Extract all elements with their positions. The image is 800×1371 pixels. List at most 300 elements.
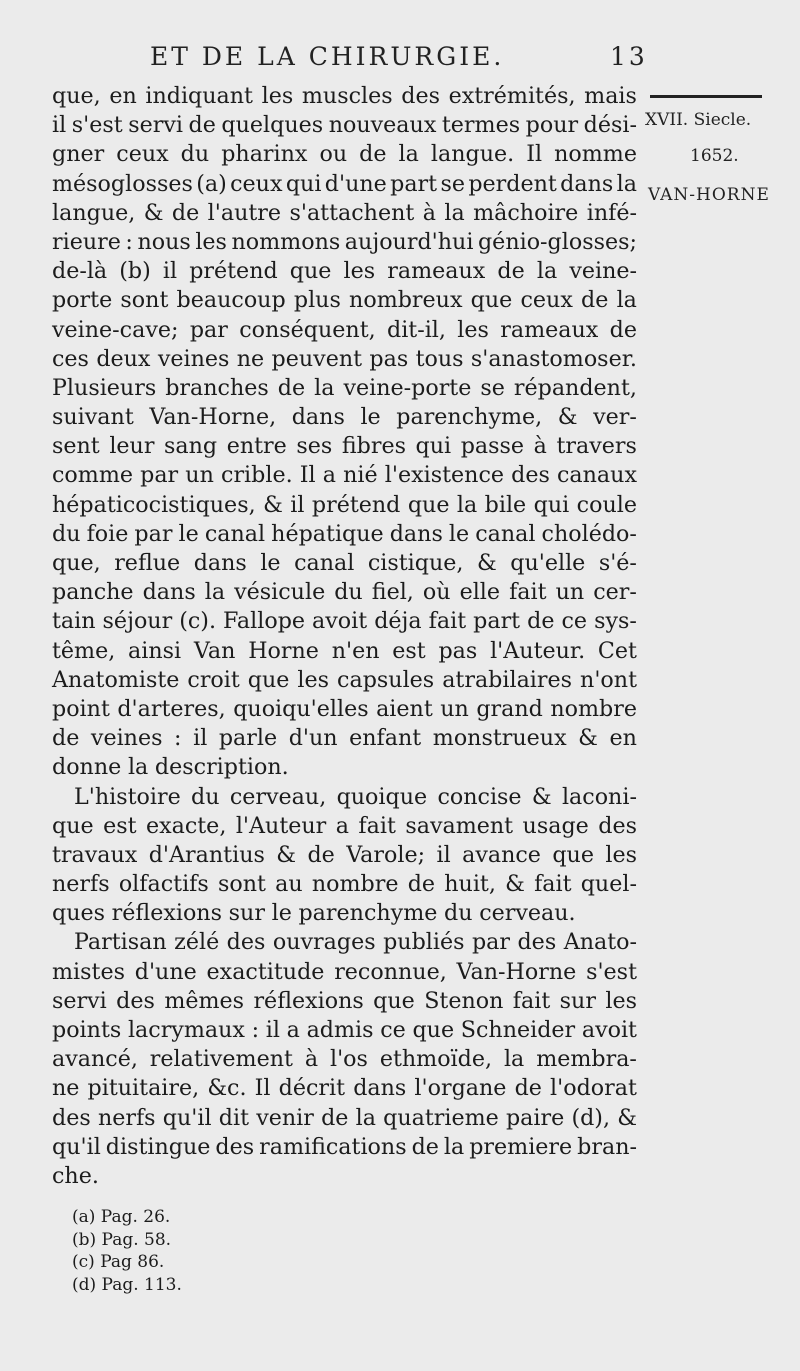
text-word: que — [373, 987, 415, 1014]
text-word: dit — [218, 1104, 249, 1131]
text-word: admis — [306, 1017, 374, 1043]
text-word: sang — [164, 433, 218, 460]
text-word: fibres — [341, 433, 406, 460]
text-word: part — [390, 170, 438, 197]
text-word: en — [609, 725, 637, 752]
text-word: indiquant — [145, 83, 253, 109]
text-word: quatrieme — [383, 1104, 499, 1131]
text-line — [52, 345, 637, 374]
text-word: sur — [559, 987, 596, 1014]
text-word: le — [271, 900, 292, 927]
text-word: zélé — [174, 929, 220, 956]
text-word: du — [191, 783, 220, 810]
text-word: dans — [353, 1075, 407, 1102]
text-word: (c). — [179, 608, 217, 635]
text-word: de — [321, 1104, 349, 1131]
text-word: travaux — [52, 841, 138, 868]
text-word: dési- — [583, 112, 637, 139]
text-word: l'organe — [414, 1075, 507, 1102]
text-word: membra- — [536, 1046, 637, 1073]
text-word: ces — [52, 345, 89, 372]
text-word: distingue — [105, 1133, 211, 1160]
text-word: parle — [218, 725, 278, 752]
text-word: & — [143, 199, 164, 226]
text-word: Anato- — [563, 929, 637, 956]
text-word: ceux — [230, 170, 283, 197]
text-word: publiés — [383, 929, 465, 956]
text-word: ver- — [593, 404, 637, 431]
text-line — [52, 666, 637, 695]
text-word: hépatique — [271, 520, 384, 547]
text-word: ou — [319, 141, 348, 168]
text-word: panche — [52, 579, 134, 606]
text-word: l'Auteur. — [490, 637, 586, 664]
text-word: atrabilaires — [442, 666, 573, 693]
text-word: L'histoire — [74, 783, 181, 810]
text-word: l'os — [329, 1046, 368, 1073]
text-word: aujourd'hui — [344, 228, 474, 255]
text-word: grand — [476, 695, 543, 722]
text-line — [52, 520, 637, 549]
text-word: nombre — [311, 871, 399, 898]
text-word: au — [275, 871, 303, 898]
text-word: la — [443, 1133, 465, 1160]
text-word: Plusieurs — [52, 374, 157, 401]
text-word: à — [422, 199, 436, 226]
text-word: beaucoup — [176, 287, 286, 314]
text-word: & — [505, 871, 525, 898]
text-word: où — [422, 579, 451, 606]
text-word: la — [444, 199, 465, 226]
text-word: ce — [380, 1017, 406, 1043]
text-word: hépaticocistiques, — [52, 491, 256, 518]
text-word: fait — [512, 987, 551, 1014]
text-word: d'une — [134, 958, 197, 985]
text-word: description. — [154, 754, 289, 781]
text-word: foie — [86, 520, 129, 547]
text-word: dans — [389, 520, 443, 547]
text-word: avance — [462, 841, 541, 868]
text-word: s'est — [586, 958, 637, 985]
text-line — [52, 724, 637, 753]
text-word: décrit — [278, 1075, 346, 1102]
text-word: point — [52, 695, 110, 722]
text-word: & — [557, 404, 578, 431]
text-word: : — [174, 725, 182, 752]
text-word: est — [392, 637, 426, 664]
footnotes — [72, 1206, 182, 1296]
text-word: nomme — [554, 141, 637, 168]
text-word: veine- — [569, 258, 637, 285]
text-line — [52, 491, 637, 520]
text-line — [52, 928, 637, 957]
text-word: Horne — [248, 637, 319, 664]
text-word: dans — [142, 579, 196, 606]
text-line — [52, 82, 637, 111]
text-word: avancé, — [52, 1046, 138, 1073]
text-word: sur — [228, 900, 265, 927]
text-word: paire — [505, 1104, 565, 1131]
text-word: du — [444, 900, 473, 927]
text-word: de — [359, 141, 387, 168]
text-word: Partisan — [74, 929, 167, 956]
text-word: tême, — [52, 637, 116, 664]
text-word: extrémités, — [448, 83, 576, 109]
text-word: que, — [52, 83, 101, 109]
text-word: olfactifs — [118, 871, 209, 898]
text-word: mais — [584, 83, 637, 109]
text-word: nous — [137, 228, 191, 255]
text-word: huit, — [444, 871, 496, 898]
text-line — [52, 841, 637, 870]
text-word: Il — [299, 462, 316, 489]
text-word: que, — [52, 550, 101, 576]
text-word: infé- — [586, 199, 637, 226]
text-word: un — [440, 695, 469, 722]
text-word: les — [343, 258, 376, 285]
text-word: Cet — [597, 637, 637, 664]
text-word: de — [497, 258, 525, 285]
text-word: canaux — [556, 462, 637, 489]
text-word: Varole; — [346, 841, 426, 868]
text-word: de — [277, 374, 306, 401]
text-word: en — [109, 83, 137, 109]
text-word: pituitaire, — [87, 1075, 200, 1102]
text-word: de — [581, 287, 609, 314]
text-word: les — [195, 228, 227, 255]
text-word: qui — [415, 433, 452, 460]
text-word: rieure — [52, 228, 121, 255]
text-word: reconnue, — [334, 958, 447, 985]
text-word: le — [178, 520, 199, 547]
text-word: que — [247, 666, 290, 693]
text-word: relativement — [149, 1046, 293, 1073]
text-word: dans — [291, 404, 345, 431]
footnote: (b) Pag. 58. — [72, 1229, 172, 1250]
text-word: avoit — [581, 1017, 637, 1043]
text-word: fait — [509, 579, 547, 606]
text-word: Van-Horne, — [149, 404, 277, 431]
text-word: quoiqu'elles — [233, 695, 369, 722]
text-line — [52, 316, 637, 345]
text-word: canal — [475, 520, 536, 547]
text-word: des — [511, 462, 550, 489]
margin-century: XVII. Siecle. — [645, 110, 752, 130]
text-word: ne — [52, 1075, 80, 1102]
text-word: rameaux — [387, 258, 486, 285]
text-word: à — [304, 1046, 319, 1073]
text-word: croit — [187, 666, 240, 693]
text-word: les — [605, 841, 637, 868]
text-line — [52, 578, 637, 607]
text-word: à — [533, 433, 547, 460]
text-word: & — [578, 725, 598, 752]
text-word: tain — [52, 608, 96, 635]
text-word: points — [52, 1017, 122, 1043]
text-line — [52, 140, 637, 169]
footnote: (d) Pag. 113. — [72, 1274, 182, 1295]
text-word: deux — [96, 345, 151, 372]
text-word: les — [457, 316, 489, 343]
text-word: réflexions — [253, 987, 364, 1014]
text-word: cerveau. — [479, 900, 576, 927]
text-word: pas — [438, 637, 478, 664]
text-word: nommons — [231, 228, 341, 255]
text-word: che. — [52, 1162, 99, 1189]
text-word: plus — [293, 287, 341, 314]
text-word: que — [407, 491, 450, 518]
text-word: la — [204, 579, 226, 606]
text-word: premiere — [469, 1133, 573, 1160]
text-word: savament — [405, 812, 514, 839]
text-word: du — [334, 579, 363, 606]
text-word: termes — [441, 112, 521, 139]
text-word: veine-cave; — [52, 316, 179, 343]
text-word: porte — [52, 287, 113, 314]
text-word: des — [401, 83, 440, 109]
text-line — [52, 403, 637, 432]
text-word: : — [251, 1017, 260, 1043]
text-word: bile — [484, 491, 527, 518]
text-word: fiel, — [371, 579, 414, 606]
text-word: d'une — [324, 170, 387, 197]
footnote: (c) Pag 86. — [72, 1252, 165, 1272]
text-word: comme — [52, 462, 133, 489]
text-word: nombre — [550, 695, 637, 722]
text-line — [52, 899, 637, 928]
text-word: qu'il — [52, 1133, 101, 1160]
text-word: Il — [526, 141, 543, 168]
text-word: avoit — [312, 608, 368, 635]
text-word: de — [527, 608, 555, 635]
text-word: suivant — [52, 404, 134, 431]
text-word: la — [355, 1104, 376, 1131]
text-word: séjour — [102, 608, 173, 635]
text-word: (b) — [119, 258, 151, 285]
text-word: mêmes — [164, 987, 245, 1014]
text-word: un — [185, 462, 214, 489]
margin-name: VAN-HORNE — [648, 185, 770, 205]
text-word: (a) — [196, 170, 227, 197]
text-word: Schneider — [460, 1017, 576, 1043]
text-word: mâchoire — [473, 199, 579, 226]
text-word: la — [398, 141, 419, 168]
text-word: des — [215, 1133, 255, 1160]
text-word: de — [514, 1075, 542, 1102]
text-word: dans — [560, 170, 614, 197]
text-word: vésicule — [234, 579, 326, 606]
text-word: de — [307, 841, 335, 868]
text-word: par — [189, 316, 228, 343]
text-word: sont — [120, 287, 169, 314]
text-word: par — [140, 462, 179, 489]
text-word: nié — [343, 462, 378, 489]
text-word: il — [265, 1017, 280, 1043]
text-line — [52, 870, 637, 899]
margin-year: 1652. — [690, 146, 739, 166]
text-line — [52, 111, 637, 140]
text-word: l'Auteur — [235, 812, 327, 839]
text-word: les — [261, 83, 294, 109]
text-word: la — [456, 491, 478, 518]
text-word: des — [517, 929, 557, 956]
text-word: cerveau, — [229, 783, 327, 810]
text-word: rameaux — [500, 316, 599, 343]
text-word: ne — [236, 345, 265, 372]
text-word: Van-Horne — [456, 958, 577, 985]
text-word: quoique — [336, 783, 428, 810]
running-title: ET DE LA CHIRURGIE. — [150, 42, 505, 71]
text-line — [52, 461, 637, 490]
text-line — [52, 170, 637, 199]
text-word: passe — [460, 433, 525, 460]
text-word: s'attachent — [289, 199, 415, 226]
text-word: Van — [193, 637, 236, 664]
text-word: déja — [374, 608, 422, 635]
text-word: la — [503, 1046, 525, 1073]
text-word: ses — [296, 433, 333, 460]
text-word: ce — [561, 608, 588, 635]
text-word: veine-porte — [343, 374, 472, 401]
text-word: que — [470, 287, 513, 314]
text-word: Il — [254, 1075, 271, 1102]
text-word: servi — [128, 112, 183, 139]
text-word: venir — [256, 1104, 314, 1131]
text-word: conséquent, — [239, 316, 376, 343]
text-word: l'autre — [207, 199, 282, 226]
text-word: pas — [369, 345, 409, 372]
text-word: aient — [376, 695, 433, 722]
text-line — [52, 987, 637, 1016]
text-word: il — [193, 725, 208, 752]
text-word: langue, — [52, 199, 136, 226]
text-word: branches — [165, 374, 269, 401]
text-word: il — [52, 112, 67, 139]
text-word: réflexions — [111, 900, 222, 927]
text-word: des — [226, 929, 266, 956]
text-word: l'odorat — [550, 1075, 637, 1102]
text-word: parenchyme, — [396, 404, 543, 431]
text-word: se — [440, 170, 465, 197]
text-word: prétend — [189, 258, 278, 285]
text-word: d'Arantius — [148, 841, 265, 868]
text-word: exacte, — [145, 812, 227, 839]
text-word: le — [448, 520, 470, 547]
text-word: de — [609, 316, 637, 343]
text-line — [52, 607, 637, 636]
text-word: qui — [285, 170, 322, 197]
text-word: n'en — [331, 637, 380, 664]
text-word: ainsi — [128, 637, 182, 664]
text-word: leur — [109, 433, 155, 460]
text-word: a — [322, 462, 336, 489]
text-word: & — [263, 491, 283, 518]
text-word: ethmoïde, — [379, 1046, 493, 1073]
text-word: que — [289, 258, 332, 285]
text-word: du — [52, 520, 81, 547]
text-word: la — [616, 170, 637, 197]
text-line — [52, 1016, 637, 1045]
text-word: ceux — [520, 287, 573, 314]
text-word: reflue — [114, 550, 181, 576]
text-word: du — [180, 141, 210, 168]
text-word: concise — [437, 783, 522, 810]
text-word: qu'elle — [510, 550, 586, 576]
text-word: d'arteres, — [117, 695, 226, 722]
text-word: nouveaux — [328, 112, 437, 139]
text-word: capsules — [337, 666, 435, 693]
text-word: des — [116, 987, 155, 1014]
text-word: quel- — [580, 871, 637, 898]
text-line — [52, 1104, 637, 1133]
text-word: a — [286, 1017, 300, 1043]
running-header — [150, 42, 650, 71]
text-word: que — [52, 812, 94, 839]
text-word: donne — [52, 754, 122, 781]
text-word: mistes — [52, 958, 125, 985]
text-line — [52, 432, 637, 461]
text-word: s'anastomoser. — [470, 345, 637, 372]
text-word: n'ont — [580, 666, 637, 693]
text-line — [52, 812, 637, 841]
text-word: veines — [90, 725, 163, 752]
text-word: canal — [294, 550, 355, 576]
text-word: un — [555, 579, 585, 606]
text-word: le — [360, 404, 381, 431]
text-line — [52, 695, 637, 724]
text-word: la — [536, 258, 558, 285]
text-word: perdent — [468, 170, 557, 197]
text-word: prétend — [311, 491, 401, 518]
text-word: que — [552, 841, 594, 868]
text-word: & — [276, 841, 297, 868]
text-word: nombreux — [349, 287, 463, 314]
page-number: 13 — [610, 42, 648, 71]
text-word: ques — [52, 900, 106, 927]
text-word: que — [412, 1017, 455, 1043]
text-word: fait — [428, 608, 467, 635]
text-word: lacrymaux — [127, 1017, 245, 1043]
text-word: & — [617, 1104, 637, 1131]
text-word: la — [616, 287, 637, 314]
text-word: sys- — [594, 608, 637, 635]
text-word: l'existence — [384, 462, 504, 489]
text-word: &c. — [207, 1075, 247, 1102]
text-word: il — [162, 258, 178, 285]
text-word: nerfs — [52, 871, 110, 898]
text-word: répandent, — [513, 374, 637, 401]
text-line — [52, 958, 637, 987]
text-word: génio-glosses; — [477, 228, 637, 255]
text-word: usage — [522, 812, 589, 839]
text-word: cholédo- — [541, 520, 637, 547]
text-word: sent — [52, 433, 100, 460]
text-word: par — [134, 520, 173, 547]
text-line — [52, 753, 637, 782]
text-line — [52, 1133, 637, 1162]
text-word: s'est — [71, 112, 123, 139]
text-word: la — [314, 374, 335, 401]
text-word: de — [171, 199, 200, 226]
text-word: ceux — [116, 141, 169, 168]
margin-rule — [650, 95, 762, 98]
text-word: tous — [415, 345, 464, 372]
text-word: dans — [193, 550, 247, 576]
text-word: Stenon — [424, 987, 504, 1014]
text-word: crible. — [221, 462, 293, 489]
text-line — [52, 1045, 637, 1074]
text-word: cistique, — [367, 550, 464, 576]
